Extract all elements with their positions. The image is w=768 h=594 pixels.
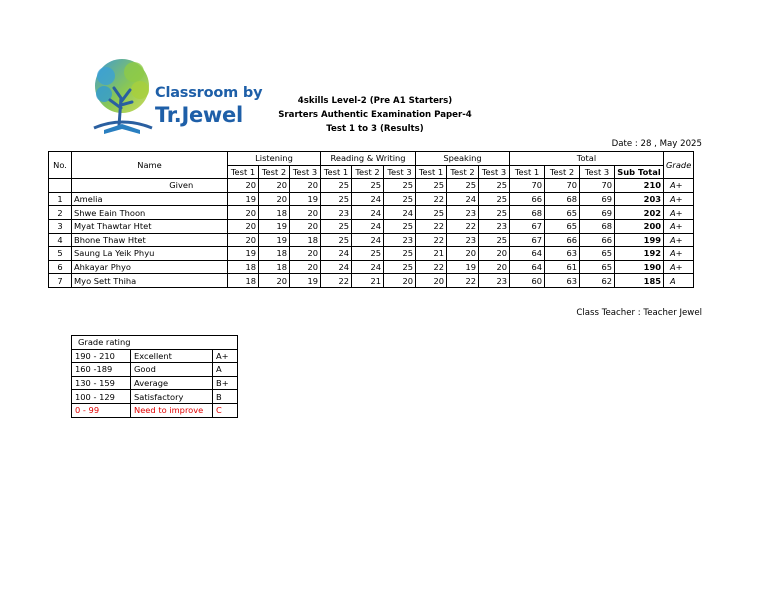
score-cell: 65	[545, 206, 580, 220]
score-cell: 20	[416, 274, 447, 288]
col-name-header: Name	[72, 152, 228, 179]
score-cell: 24	[321, 260, 352, 274]
subtotal-cell: 192	[615, 247, 664, 261]
student-row	[49, 233, 694, 247]
score-cell: 22	[447, 219, 479, 233]
score-cell: 21	[352, 274, 384, 288]
score-cell: 63	[545, 247, 580, 261]
group-speaking: Speaking	[416, 152, 510, 166]
test-header: Test 1	[228, 165, 259, 179]
score-cell: 62	[580, 274, 615, 288]
student-row	[49, 219, 694, 233]
group-listening: Listening	[228, 152, 321, 166]
grade-label: Need to improve	[131, 403, 213, 417]
score-cell: 65	[545, 219, 580, 233]
score-cell: 24	[352, 206, 384, 220]
score-cell: 22	[447, 274, 479, 288]
grade-label: Satisfactory	[131, 390, 213, 404]
score-cell: 25	[384, 219, 416, 233]
score-cell: 24	[447, 192, 479, 206]
logo-text-line2: Tr.Jewel	[155, 103, 243, 127]
grade-rating-table	[71, 335, 238, 418]
score-cell: 24	[352, 260, 384, 274]
score-cell: 24	[352, 192, 384, 206]
report-subtitle: Srarters Authentic Examination Paper-4	[278, 110, 472, 120]
score-table	[48, 151, 694, 288]
score-cell: 25	[416, 206, 447, 220]
grade-cell: A+	[664, 260, 694, 274]
row-no: 7	[49, 274, 72, 288]
score-cell: 19	[259, 233, 290, 247]
score-cell: 25	[321, 219, 352, 233]
grade-letter: B+	[213, 376, 238, 390]
score-cell: 24	[321, 247, 352, 261]
score-cell: 68	[510, 206, 545, 220]
score-cell: 19	[290, 192, 321, 206]
row-no: 3	[49, 219, 72, 233]
score-cell: 70	[580, 179, 615, 193]
grade-cell: A+	[664, 179, 694, 193]
report-title: 4skills Level-2 (Pre A1 Starters)	[297, 96, 453, 106]
score-cell: 20	[290, 219, 321, 233]
grade-range: 130 - 159	[72, 376, 131, 390]
grade-rating-title-row	[72, 336, 238, 350]
score-cell: 18	[259, 206, 290, 220]
subtotal-cell: 203	[615, 192, 664, 206]
grade-cell: A+	[664, 219, 694, 233]
table-header-row-1	[49, 152, 694, 166]
score-cell: 20	[290, 206, 321, 220]
student-name: Myat Thawtar Htet	[72, 219, 228, 233]
score-cell: 18	[290, 233, 321, 247]
score-cell: 22	[416, 192, 447, 206]
score-cell: 20	[290, 179, 321, 193]
grade-cell: A+	[664, 247, 694, 261]
score-cell: 20	[259, 192, 290, 206]
score-cell: 61	[545, 260, 580, 274]
grade-cell: A+	[664, 206, 694, 220]
grade-label: Excellent	[131, 349, 213, 363]
row-no: 2	[49, 206, 72, 220]
score-cell: 25	[321, 192, 352, 206]
score-cell: 25	[384, 179, 416, 193]
test-header: Test 1	[321, 165, 352, 179]
score-cell: 25	[384, 247, 416, 261]
score-cell: 19	[228, 247, 259, 261]
score-cell: 20	[228, 219, 259, 233]
student-row	[49, 206, 694, 220]
row-no: 4	[49, 233, 72, 247]
grade-letter: C	[213, 403, 238, 417]
subtotal-cell: 202	[615, 206, 664, 220]
score-cell: 63	[545, 274, 580, 288]
score-cell: 25	[479, 206, 510, 220]
score-cell: 20	[479, 247, 510, 261]
student-row	[49, 260, 694, 274]
score-cell: 25	[479, 179, 510, 193]
score-cell: 25	[321, 233, 352, 247]
score-cell: 25	[479, 192, 510, 206]
grade-cell: A+	[664, 192, 694, 206]
logo-text-line1: Classroom by	[155, 85, 263, 101]
score-cell: 25	[479, 233, 510, 247]
score-cell: 64	[510, 247, 545, 261]
score-cell: 20	[447, 247, 479, 261]
score-cell: 25	[352, 247, 384, 261]
score-cell: 23	[479, 219, 510, 233]
grade-letter: A	[213, 363, 238, 377]
grade-cell: A	[664, 274, 694, 288]
col-grade-header: Grade	[664, 152, 694, 179]
given-row	[49, 179, 694, 193]
grade-range: 100 - 129	[72, 390, 131, 404]
test-header: Test 2	[545, 165, 580, 179]
score-cell: 64	[510, 260, 545, 274]
grade-cell: A+	[664, 233, 694, 247]
group-total: Total	[510, 152, 664, 166]
subtotal-cell: 200	[615, 219, 664, 233]
test-header: Test 3	[479, 165, 510, 179]
test-header: Test 2	[259, 165, 290, 179]
student-name: Myo Sett Thiha	[72, 274, 228, 288]
score-cell: 21	[416, 247, 447, 261]
score-cell: 25	[447, 179, 479, 193]
score-cell: 23	[447, 233, 479, 247]
col-no-header: No.	[49, 152, 72, 179]
score-cell: 22	[321, 274, 352, 288]
row-no	[49, 179, 72, 193]
score-cell: 25	[384, 192, 416, 206]
grade-rating-row	[72, 363, 238, 377]
subtotal-cell: 199	[615, 233, 664, 247]
student-name: Shwe Eain Thoon	[72, 206, 228, 220]
score-cell: 65	[580, 260, 615, 274]
score-cell: 20	[384, 274, 416, 288]
score-cell: 23	[447, 206, 479, 220]
score-cell: 20	[290, 247, 321, 261]
score-cell: 66	[510, 192, 545, 206]
row-no: 6	[49, 260, 72, 274]
score-cell: 20	[479, 260, 510, 274]
score-cell: 20	[259, 274, 290, 288]
report-test-range: Test 1 to 3 (Results)	[326, 124, 424, 134]
grade-range: 0 - 99	[72, 403, 131, 417]
score-cell: 68	[545, 192, 580, 206]
score-cell: 67	[510, 233, 545, 247]
score-cell: 69	[580, 192, 615, 206]
score-cell: 66	[580, 233, 615, 247]
score-cell: 23	[479, 274, 510, 288]
test-header: Test 1	[510, 165, 545, 179]
test-header: Test 2	[352, 165, 384, 179]
score-cell: 69	[580, 206, 615, 220]
score-cell: 18	[259, 260, 290, 274]
subtotal-cell: 190	[615, 260, 664, 274]
score-cell: 24	[352, 219, 384, 233]
score-cell: 25	[352, 179, 384, 193]
score-cell: 25	[384, 260, 416, 274]
grade-rating-row	[72, 376, 238, 390]
row-no: 1	[49, 192, 72, 206]
subtotal-cell: 185	[615, 274, 664, 288]
score-cell: 25	[321, 179, 352, 193]
score-cell: 24	[352, 233, 384, 247]
score-cell: 22	[416, 233, 447, 247]
student-row	[49, 192, 694, 206]
score-cell: 68	[580, 219, 615, 233]
test-header: Test 3	[384, 165, 416, 179]
row-name	[72, 179, 136, 193]
score-cell: 66	[545, 233, 580, 247]
subtotal-cell: 210	[615, 179, 664, 193]
grade-label: Average	[131, 376, 213, 390]
score-cell: 20	[228, 206, 259, 220]
grade-letter: B	[213, 390, 238, 404]
student-name: Ahkayar Phyo	[72, 260, 228, 274]
score-cell: 18	[228, 274, 259, 288]
test-header: Test 3	[290, 165, 321, 179]
score-cell: 20	[290, 260, 321, 274]
grade-rating-row	[72, 403, 238, 417]
score-cell: 24	[384, 206, 416, 220]
class-teacher: Class Teacher : Teacher Jewel	[576, 308, 702, 318]
row-no: 5	[49, 247, 72, 261]
score-cell: 25	[416, 179, 447, 193]
score-cell: 22	[416, 219, 447, 233]
score-cell: 20	[259, 179, 290, 193]
student-row	[49, 247, 694, 261]
group-reading-writing: Reading & Writing	[321, 152, 416, 166]
score-cell: 70	[510, 179, 545, 193]
student-row	[49, 274, 694, 288]
grade-letter: A+	[213, 349, 238, 363]
score-cell: 65	[580, 247, 615, 261]
test-header: Test 3	[580, 165, 615, 179]
score-cell: 23	[384, 233, 416, 247]
given-label: Given	[136, 179, 228, 193]
report-date: Date : 28 , May 2025	[611, 139, 702, 149]
grade-rating-row	[72, 390, 238, 404]
score-cell: 20	[228, 179, 259, 193]
test-header: Test 1	[416, 165, 447, 179]
score-cell: 19	[290, 274, 321, 288]
test-header: Test 2	[447, 165, 479, 179]
score-cell: 70	[545, 179, 580, 193]
score-cell: 60	[510, 274, 545, 288]
subtotal-header: Sub Total	[615, 165, 664, 179]
grade-range: 190 - 210	[72, 349, 131, 363]
score-cell: 19	[447, 260, 479, 274]
student-name: Amelia	[72, 192, 228, 206]
score-cell: 20	[228, 233, 259, 247]
score-cell: 18	[228, 260, 259, 274]
score-cell: 19	[259, 219, 290, 233]
grade-label: Good	[131, 363, 213, 377]
score-cell: 19	[228, 192, 259, 206]
grade-rating-title: Grade rating	[72, 336, 238, 350]
score-cell: 22	[416, 260, 447, 274]
score-cell: 23	[321, 206, 352, 220]
score-cell: 18	[259, 247, 290, 261]
grade-range: 160 -189	[72, 363, 131, 377]
score-cell: 67	[510, 219, 545, 233]
student-name: Bhone Thaw Htet	[72, 233, 228, 247]
student-name: Saung La Yeik Phyu	[72, 247, 228, 261]
grade-rating-row	[72, 349, 238, 363]
